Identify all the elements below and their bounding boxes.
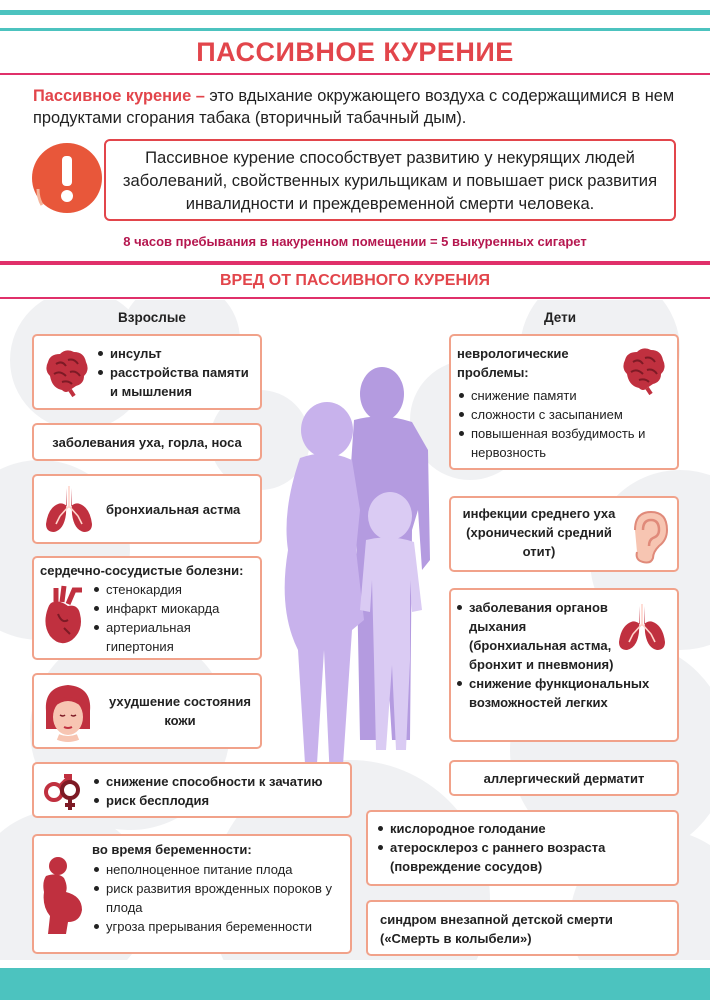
gender-symbols-icon — [40, 770, 84, 812]
pregnancy-item-3: угроза прерывания беременности — [92, 917, 352, 936]
fertility-item-1: снижение способности к зачатию — [92, 772, 350, 791]
title-underline — [0, 73, 710, 75]
card-allergy — [449, 760, 679, 796]
adults-skin: ухудшение состояния кожи — [109, 694, 251, 728]
fertility-item-2: риск бесплодия — [92, 791, 350, 810]
pregnancy-item-1: неполноценное питание плода — [92, 860, 352, 879]
adults-brain-item-1: инсульт — [96, 344, 256, 363]
oxygen-item-2: атеросклероз с раннего возраста (повреждение сосудов) — [376, 838, 674, 876]
card-cardio — [32, 556, 262, 660]
top-teal-stripe-2 — [0, 28, 710, 31]
fact-line: 8 часов пребывания в накуренном помещении = 5 выкуренных сигарет — [123, 234, 587, 249]
section-title: ВРЕД ОТ ПАССИВНОГО КУРЕНИЯ — [220, 272, 490, 289]
definition-body: это вдыхание окружающего воздуха с содержащимися в нем продуктами сгорания табака (вторичный табачный дым). — [33, 87, 675, 127]
page-title: ПАССИВНОЕ КУРЕНИЕ — [196, 37, 514, 67]
adults-brain-item-2: расстройства памяти и мышления — [96, 363, 256, 401]
definition-term: Пассивное курение – — [33, 87, 205, 105]
adults-heading: Взрослые — [118, 310, 186, 325]
card-ent — [32, 423, 262, 461]
card-skin — [32, 673, 262, 749]
card-oxygen — [366, 810, 679, 886]
bottom-teal-stripe — [0, 968, 710, 1000]
children-allergy: аллергический дерматит — [483, 771, 645, 786]
card-fertility — [32, 762, 352, 818]
woman-face-icon — [40, 681, 96, 743]
heart-icon — [38, 584, 88, 648]
warning-box: Пассивное курение способствует развитию у некурящих людей заболеваний, свойственных курильщикам и повышает риск развития инвалидности и преждевременной смерти человека. — [104, 139, 676, 221]
cardio-item-2: инфаркт миокарда — [92, 599, 257, 618]
neuro-item-3: повышенная возбудимость и нервозность — [457, 424, 675, 462]
section-line-top — [0, 261, 710, 265]
cardio-title: сердечно-сосудистые болезни: — [40, 563, 244, 578]
definition-text — [33, 85, 683, 129]
children-ear: инфекции среднего уха (хронический средний отит) — [462, 506, 616, 559]
neuro-item-1: снижение памяти — [457, 386, 675, 405]
card-asthma — [32, 474, 262, 544]
oxygen-item-1: кислородное голодание — [376, 819, 674, 838]
card-pregnancy — [32, 834, 352, 954]
children-sids: синдром внезапной детской смерти («Смерть в колыбели») — [380, 912, 613, 946]
card-neuro — [449, 334, 679, 470]
resp-item-2: снижение функциональных возможностей легких — [455, 674, 677, 712]
neuro-title: неврологические проблемы: — [457, 346, 569, 380]
resp-item-1: заболевания органов дыхания (бронхиальная астма, бронхит и пневмония) — [455, 598, 619, 674]
ear-icon — [627, 508, 671, 564]
pregnancy-item-2: риск развития врожденных пороков у плода — [92, 879, 352, 917]
section-line-bottom — [0, 297, 710, 299]
children-heading: Дети — [544, 310, 577, 325]
cardio-item-1: стенокардия — [92, 580, 257, 599]
pregnant-woman-icon — [38, 856, 88, 936]
pregnancy-title: во время беременности: — [92, 842, 252, 857]
cardio-item-3: артериальная гипертония — [92, 618, 257, 656]
adults-asthma: бронхиальная астма — [106, 502, 241, 517]
adults-ent: заболевания уха, горла, носа — [52, 435, 242, 450]
top-teal-stripe — [0, 10, 710, 15]
brain-icon — [40, 346, 92, 398]
card-sids — [366, 900, 679, 956]
card-resp — [449, 588, 679, 742]
card-ear — [449, 496, 679, 572]
card-brain-adults — [32, 334, 262, 410]
lungs-icon — [42, 484, 96, 536]
warning-icon — [32, 143, 102, 213]
neuro-item-2: сложности с засыпанием — [457, 405, 675, 424]
